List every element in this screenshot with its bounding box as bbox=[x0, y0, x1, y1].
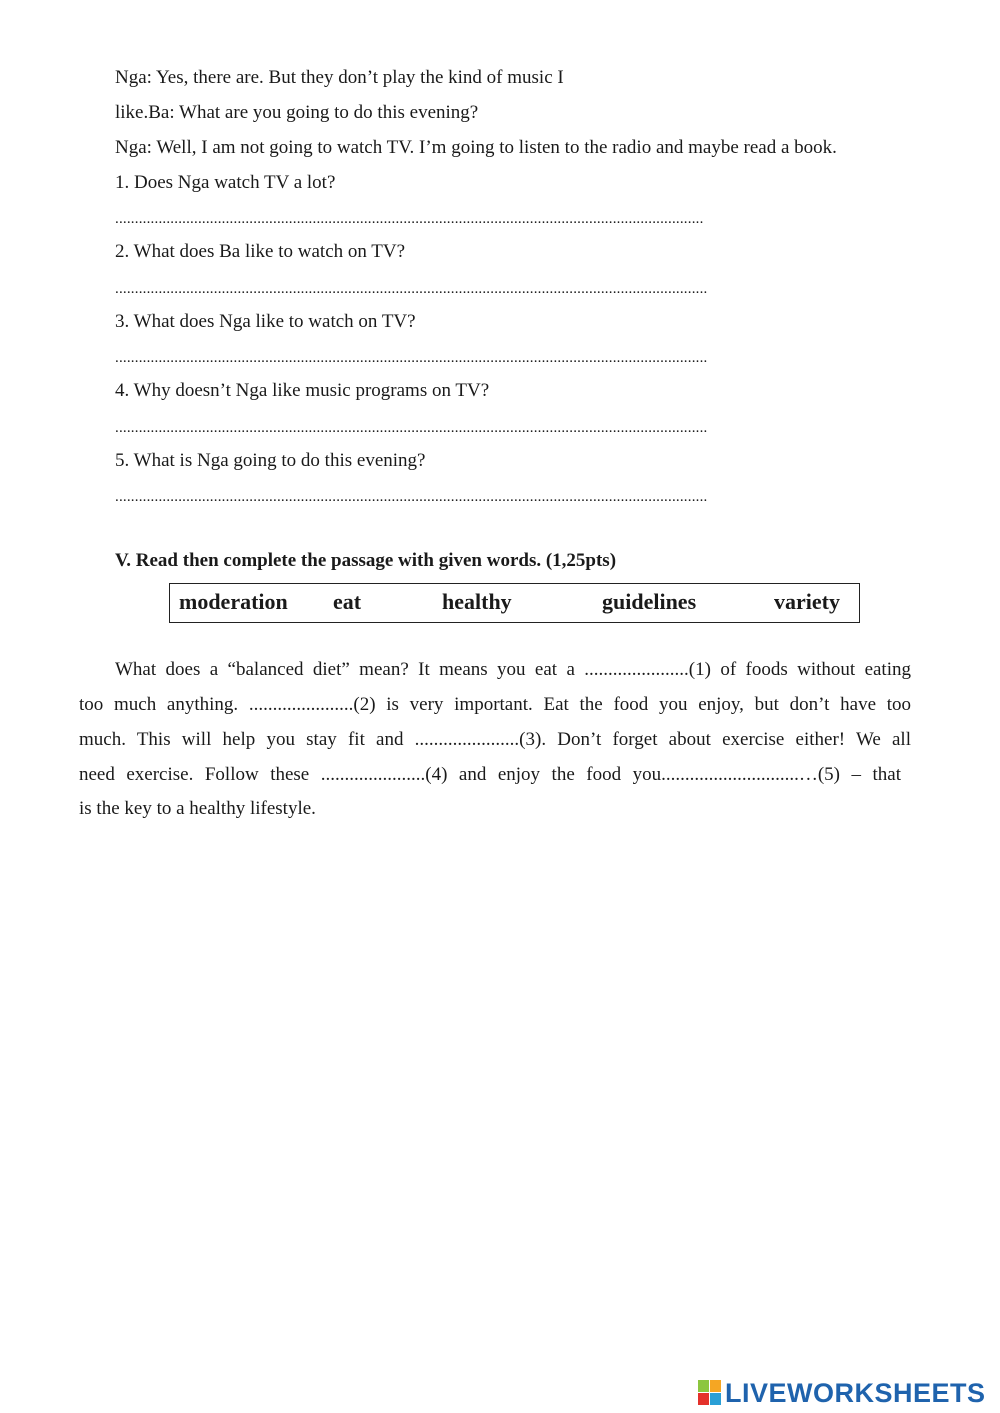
word-bank-item: eat bbox=[333, 589, 362, 614]
passage-line-3: much. This will help you stay fit and ......................(3). Don’t forget about exercise either! We all bbox=[79, 729, 911, 750]
question-4: 4. Why doesn’t Nga like music programs on TV? bbox=[115, 380, 490, 401]
answer-line-5[interactable]: ...................................................................................................................................................... bbox=[115, 489, 708, 505]
question-2: 2. What does Ba like to watch on TV? bbox=[115, 241, 406, 262]
word-bank-item: healthy bbox=[442, 589, 512, 614]
passage-line-1: What does a “balanced diet” mean? It means you eat a ......................(1) of foods without eating bbox=[115, 659, 911, 680]
question-1: 1. Does Nga watch TV a lot? bbox=[115, 172, 336, 193]
question-3: 3. What does Nga like to watch on TV? bbox=[115, 311, 416, 332]
dialogue-line-2: like.Ba: What are you going to do this evening? bbox=[115, 102, 479, 123]
answer-line-2[interactable]: ...................................................................................................................................................... bbox=[115, 281, 708, 297]
answer-line-4[interactable]: ...................................................................................................................................................... bbox=[115, 420, 708, 436]
dialogue-line-1: Nga: Yes, there are. But they don’t play the kind of music I bbox=[115, 67, 564, 88]
word-bank-item: guidelines bbox=[602, 589, 697, 614]
answer-line-1[interactable]: ..................................................................................................................................................... bbox=[115, 211, 704, 227]
question-5: 5. What is Nga going to do this evening? bbox=[115, 450, 426, 471]
passage-line-2: too much anything. ......................(2) is very important. Eat the food you enjoy, but don’t have too bbox=[79, 694, 911, 715]
logo-text: LIVEWORKSHEETS bbox=[725, 1378, 986, 1408]
answer-line-3[interactable]: ...................................................................................................................................................... bbox=[115, 350, 708, 366]
word-bank-item: moderation bbox=[179, 589, 288, 614]
liveworksheets-logo bbox=[698, 1378, 986, 1408]
dialogue-line-3: Nga: Well, I am not going to watch TV. I’m going to listen to the radio and maybe read a book. bbox=[115, 137, 837, 158]
section-v-title: V. Read then complete the passage with given words. (1,25pts) bbox=[115, 550, 617, 571]
word-bank-box bbox=[169, 583, 860, 623]
passage-line-5: is the key to a healthy lifestyle. bbox=[79, 798, 316, 819]
liveworksheets-mark-icon bbox=[698, 1380, 722, 1406]
word-bank-item: variety bbox=[774, 589, 840, 614]
passage-line-4: need exercise. Follow these ......................(4) and enjoy the food you.............................…(5) – that bbox=[79, 764, 901, 785]
